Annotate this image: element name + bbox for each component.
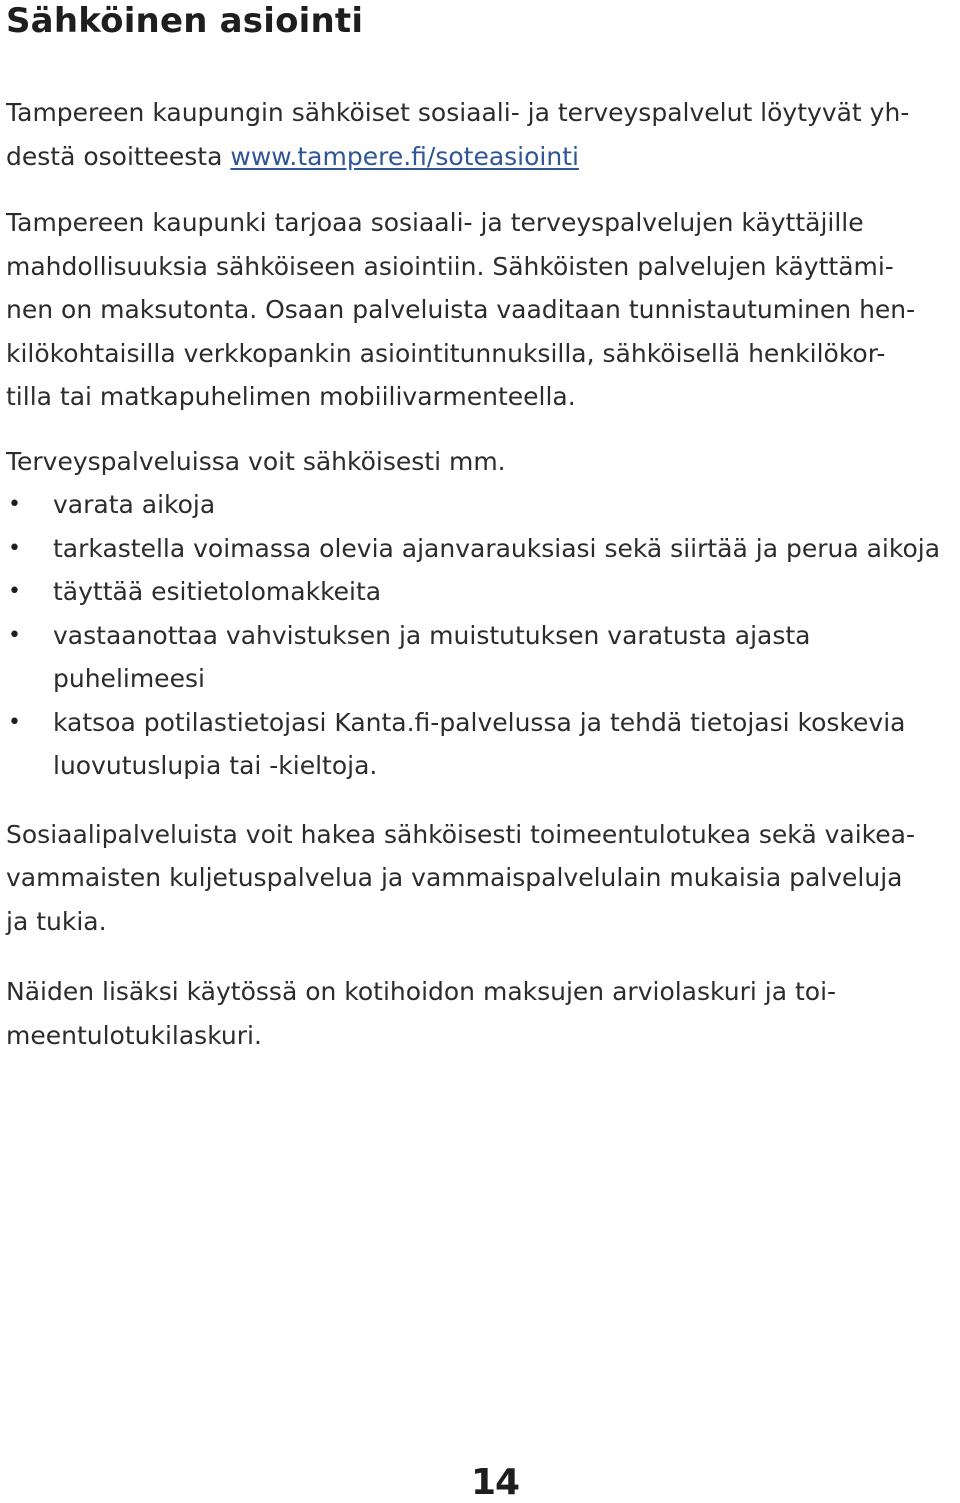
intro-paragraph [6, 91, 956, 178]
social-line-2: vammaisten kuljetuspalvelua ja vammaispalvelulain mukaisia palveluja [6, 863, 903, 892]
social-line-1: Sosiaalipalveluista voit hakea sähköisesti toimeentulotukea sekä vaikea- [6, 819, 915, 849]
bullet-icon: • [8, 709, 21, 735]
list-item-text: vastaanottaa vahvistuksen ja muistutuksen varatusta ajasta puhelimeesi [53, 620, 811, 693]
list-item [6, 701, 946, 788]
page-number: 14 [470, 1462, 520, 1503]
services-line-1: Tampereen kaupunki tarjoaa sosiaali- ja terveyspalvelujen käyttäjille [6, 208, 864, 237]
list-item [6, 483, 946, 527]
health-services-list [6, 483, 956, 788]
social-line-3: ja tukia. [6, 906, 107, 936]
services-paragraph [6, 201, 956, 419]
services-line-2: mahdollisuuksia sähköiseen asiointiin. Sähköisten palvelujen käyttämi- [6, 251, 894, 281]
soteasiointi-link[interactable]: www.tampere.fi/soteasiointi [230, 141, 579, 171]
list-item-text: tarkastella voimassa olevia ajanvarauksiasi sekä siirtää ja perua aikoja [53, 533, 941, 563]
bullet-icon: • [8, 535, 21, 561]
extra-line-1: Näiden lisäksi käytössä on kotihoidon maksujen arviolaskuri ja toi- [6, 977, 837, 1006]
list-item-text: täyttää esitietolomakkeita [53, 577, 382, 606]
extra-line-2: meentulotukilaskuri. [6, 1020, 262, 1050]
list-item [6, 614, 946, 701]
list-item-text: katsoa potilastietojasi Kanta.fi-palvelussa ja tehdä tietojasi koskevia luovutuslupia tai -kieltoja. [53, 707, 906, 780]
calculators-paragraph [6, 970, 956, 1057]
bullet-icon: • [8, 579, 21, 604]
list-item [6, 570, 946, 614]
health-lead: Terveyspalveluissa voit sähköisesti mm. [6, 446, 506, 476]
intro-line-2: destä osoitteesta [6, 141, 231, 171]
page-title: Sähköinen asiointi [6, 1, 364, 41]
intro-line-1: Tampereen kaupungin sähköiset sosiaali- ja terveyspalvelut löytyvät yh- [6, 98, 910, 127]
services-line-4: kilökohtaisilla verkkopankin asiointitunnuksilla, sähköisellä henkilökor- [6, 338, 886, 368]
social-services-paragraph [6, 813, 956, 944]
services-line-5: tilla tai matkapuhelimen mobiilivarmenteella. [6, 382, 576, 411]
services-line-3: nen on maksutonta. Osaan palveluista vaaditaan tunnistautuminen hen- [6, 295, 916, 324]
list-item-text: varata aikoja [53, 490, 216, 519]
list-item [6, 527, 946, 571]
bullet-icon: • [8, 492, 21, 517]
document-page [6, 0, 956, 1057]
bullet-icon: • [8, 622, 21, 648]
